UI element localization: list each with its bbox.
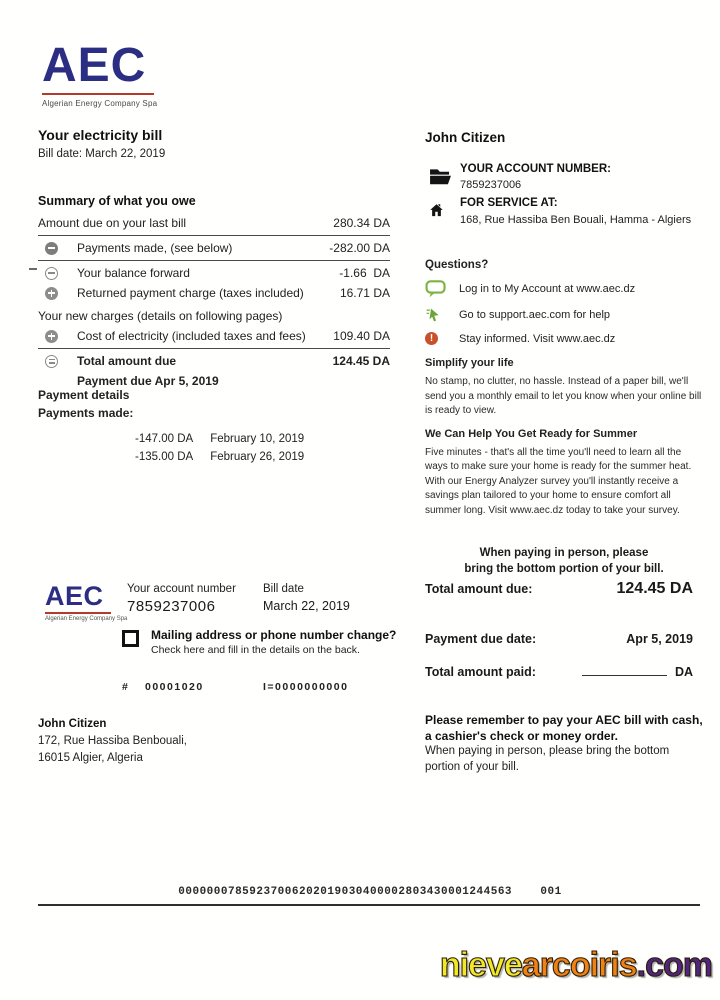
mail-name: John Citizen [38, 718, 107, 730]
customer-info-column [425, 130, 705, 518]
summary-row-total-due [38, 351, 390, 371]
watermark-wordmark [440, 946, 712, 985]
payment-reminder-block [425, 713, 707, 775]
watermark-part-arcoiris: arcoiris [521, 946, 637, 984]
summary-heading: Summary of what you owe [38, 194, 196, 208]
stub-notice-line2: bring the bottom portion of your bill. [464, 563, 664, 575]
summary-divider [38, 260, 390, 261]
summary-divider [38, 235, 390, 236]
payment-entry [135, 430, 390, 448]
summary-row-label: Payments made, (see below) [77, 241, 233, 255]
payment-date: February 10, 2019 [210, 433, 305, 445]
aec-logo-text: AEC [45, 581, 104, 611]
questions-heading: Questions? [425, 259, 489, 271]
mail-address-line2: 16015 Algier, Algeria [38, 752, 143, 764]
imprint-number: I=0000000000 [263, 681, 349, 693]
service-address-label: FOR SERVICE AT: [460, 197, 558, 209]
form-numbers-row [122, 681, 442, 693]
summary-row-new-charges [38, 306, 390, 326]
summer-heading: We Can Help You Get Ready for Summer [425, 427, 638, 440]
summer-body: Five minutes - that's all the time you'll need to learn all the ways to make sure your home is ready for the summer heat. With our Energy Analyzer survey you'll instantly receive a savings plan tailored to your home to ensure comfort all summer long. Visit www.aec.dz today to take your survey. [425, 446, 692, 516]
stray-dash-mark [29, 268, 37, 270]
stub-bill-date-label: Bill date [263, 583, 304, 595]
mailing-address-block [38, 716, 187, 767]
question-item-support [425, 307, 705, 323]
account-number-label: YOUR ACCOUNT NUMBER: [460, 163, 611, 175]
watermark-part-com: .com [636, 946, 712, 984]
stub-payment-due-value: Apr 5, 2019 [626, 632, 693, 646]
stub-bill-date-value: March 22, 2019 [263, 599, 350, 613]
stub-account-block [127, 583, 236, 615]
mail-address-line1: 172, Rue Hassiba Benbouali, [38, 735, 187, 747]
form-number: 00001020 [145, 681, 204, 693]
page-title: Your electricity bill [38, 127, 163, 143]
watermark-part-nieve: nieve [439, 946, 522, 984]
summary-row-value: -282.00 DA [329, 241, 390, 255]
stub-total-paid-label: Total amount paid: [425, 665, 536, 679]
aec-logo-subtitle: Algerian Energy Company Spa [42, 99, 158, 108]
home-icon [429, 203, 444, 218]
bill-header [38, 127, 165, 160]
summary-row-label: Cost of electricity (included taxes and fees) [77, 329, 306, 343]
summary-row-value: -1.66 DA [339, 266, 390, 280]
payment-details-heading: Payment details [38, 388, 130, 402]
stub-payment-due-label: Payment due date: [425, 632, 537, 646]
summary-row-value: 109.40 DA [333, 329, 390, 343]
logo-red-divider [45, 612, 111, 614]
summary-row-label: Payment due Apr 5, 2019 [77, 374, 219, 388]
minus-circle-icon [45, 242, 58, 255]
logo-red-divider [42, 93, 154, 95]
summary-row-value: 280.34 DA [333, 216, 390, 230]
amount-fill-line[interactable] [582, 664, 667, 676]
summary-row-cost-electricity [38, 326, 390, 346]
cursor-icon [425, 307, 449, 323]
summary-row-last-bill [38, 213, 390, 233]
aec-logo-small [45, 583, 127, 622]
summary-row-label: Amount due on your last bill [38, 216, 187, 230]
account-number-value: 7859237006 [460, 179, 522, 191]
stub-total-paid-value [582, 664, 693, 679]
customer-name: John Citizen [425, 130, 506, 145]
bill-date: Bill date: March 22, 2019 [38, 148, 166, 160]
summary-row-value: 124.45 DA [332, 354, 390, 368]
summary-row-label: Returned payment charge (taxes included) [77, 286, 304, 300]
stub-total-due-value: 124.45 DA [616, 580, 693, 597]
stub-notice-line1: When paying in person, please [479, 547, 649, 559]
mailing-change-label: Mailing address or phone number change? [151, 628, 397, 642]
stub-account-number: 7859237006 [127, 598, 216, 615]
stub-total-due-row [425, 580, 693, 598]
reminder-normal-text: When paying in person, please bring the bottom portion of your bill. [425, 745, 670, 773]
question-item-text: Stay informed. Visit www.aec.dz [459, 332, 616, 345]
payment-entries [135, 430, 390, 466]
stub-total-due-label: Total amount due: [425, 582, 533, 596]
summary-section [38, 194, 390, 391]
alert-glyph: ! [425, 332, 438, 345]
minus-circle-outline-icon [45, 267, 58, 280]
payment-amount: -135.00 DA [135, 451, 194, 463]
account-info-block [425, 163, 705, 253]
questions-section [425, 259, 705, 345]
hash-mark: # [122, 681, 130, 693]
summary-row-balance-forward [38, 263, 390, 283]
chat-bubble-icon [425, 280, 449, 298]
simplify-section [425, 357, 705, 518]
aec-logo-text: AEC [42, 39, 147, 92]
summary-row-payments-made [38, 238, 390, 258]
folder-icon [429, 167, 452, 186]
plus-circle-icon [45, 330, 58, 343]
stub-notice [425, 545, 703, 577]
alert-icon [425, 332, 449, 345]
summary-row-label: Your balance forward [77, 266, 190, 280]
mailing-change-sub: Check here and fill in the details on the back. [151, 644, 360, 656]
service-address-value: 168, Rue Hassiba Ben Bouali, Hamma - Algiers [460, 214, 692, 226]
stub-total-paid-row [425, 664, 693, 679]
question-item-my-account [425, 280, 705, 298]
stub-bill-date-block [263, 583, 350, 613]
plus-circle-icon [45, 287, 58, 300]
payments-made-heading: Payments made: [38, 406, 134, 420]
mailing-change-checkbox[interactable] [122, 630, 139, 647]
stub-payment-due-row [425, 632, 693, 646]
summary-row-value: 16.71 DA [339, 286, 390, 300]
stub-account-label: Your account number [127, 583, 236, 595]
aec-logo-subtitle: Algerian Energy Company Spa [45, 615, 128, 622]
summary-divider [38, 348, 390, 349]
payment-amount: -147.00 DA [135, 433, 194, 445]
mailing-change-text [151, 628, 396, 656]
ocr-scanline: 00000007859237006202019030400002803430001244563 001 [178, 886, 562, 898]
summary-row-returned-charge [38, 283, 390, 303]
aec-logo [42, 39, 158, 108]
payment-date: February 26, 2019 [210, 451, 305, 463]
payment-entry [135, 448, 390, 466]
question-item-informed [425, 332, 705, 345]
summary-row-label: Total amount due [77, 354, 177, 368]
bottom-rule [38, 904, 700, 906]
summary-row-label: Your new charges (details on following pages) [38, 309, 283, 323]
question-item-text: Go to support.aec.com for help [459, 309, 611, 321]
payment-details-section [38, 386, 390, 466]
simplify-body: No stamp, no clutter, no hassle. Instead of a paper bill, we'll send you a monthly email to let you know when your online bill is ready to view. [425, 376, 702, 416]
reminder-bold-text: Please remember to pay your AEC bill with cash, a cashier's check or money order. [425, 713, 703, 743]
question-item-text: Log in to My Account at www.aec.dz [459, 283, 636, 295]
mailing-change-block [122, 628, 396, 656]
simplify-heading: Simplify your life [425, 357, 514, 369]
equals-circle-icon [45, 355, 58, 368]
currency-suffix: DA [674, 665, 693, 679]
